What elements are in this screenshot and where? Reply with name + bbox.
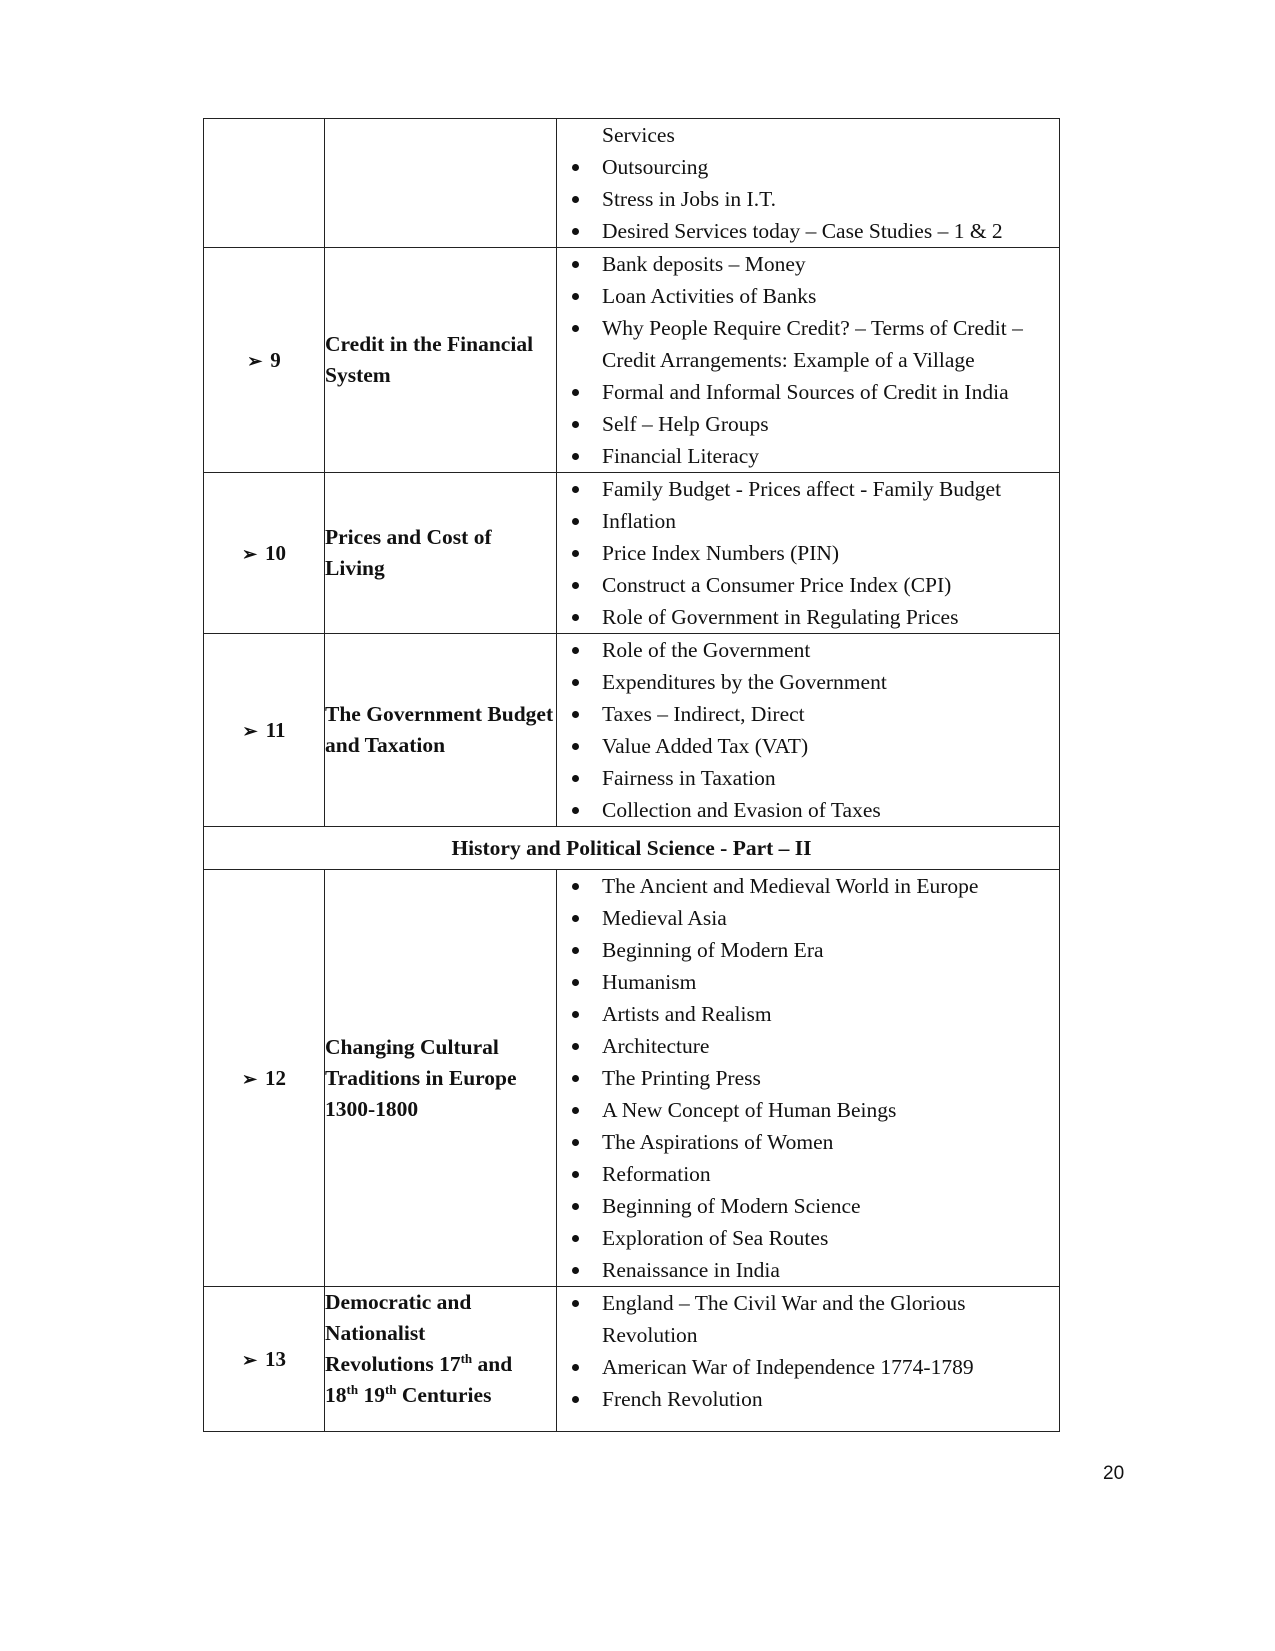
chapter-title: The Government Budget and Taxation (325, 634, 557, 827)
topic-list (557, 473, 1059, 633)
table-row (204, 870, 1060, 1287)
topic-item: Bank deposits – Money (557, 248, 1059, 280)
section-header: History and Political Science - Part – II (204, 827, 1060, 870)
topics-cell (557, 473, 1060, 634)
topics-cell (557, 248, 1060, 473)
chapter-number-cell (204, 870, 325, 1287)
topic-item: Reformation (557, 1158, 1059, 1190)
topic-item: Why People Require Credit? – Terms of Credit – Credit Arrangements: Example of a Village (557, 312, 1059, 376)
arrow-bullet-icon: ➢ (242, 720, 258, 741)
title-line: Revolutions 17 (325, 1352, 461, 1376)
topic-list (557, 248, 1059, 472)
topic-item: Fairness in Taxation (557, 762, 1059, 794)
title-line: and (472, 1352, 513, 1376)
topics-cell (557, 1287, 1060, 1432)
table-row (204, 119, 1060, 248)
arrow-bullet-icon: ➢ (241, 1068, 258, 1089)
topic-item: Loan Activities of Banks (557, 280, 1059, 312)
title-line: Nationalist (325, 1321, 426, 1345)
topic-item: Construct a Consumer Price Index (CPI) (557, 569, 1059, 601)
topic-item: Medieval Asia (557, 902, 1059, 934)
topic-item: Self – Help Groups (557, 408, 1059, 440)
topic-list (557, 119, 1059, 247)
chapter-number-cell (204, 473, 325, 634)
topic-item: Beginning of Modern Science (557, 1190, 1059, 1222)
topic-item: Outsourcing (557, 151, 1059, 183)
chapter-number: 13 (265, 1346, 287, 1371)
topic-item: The Printing Press (557, 1062, 1059, 1094)
superscript: th (460, 1350, 473, 1366)
topic-item: Expenditures by the Government (557, 666, 1059, 698)
chapter-title (325, 1287, 557, 1432)
table-row (204, 473, 1060, 634)
topic-item: England – The Civil War and the Glorious Revolution (557, 1287, 1059, 1351)
chapter-title (325, 119, 557, 248)
section-header-row (204, 827, 1060, 870)
chapter-title: Credit in the Financial System (325, 248, 557, 473)
chapter-number: 9 (270, 347, 281, 372)
topic-item: The Ancient and Medieval World in Europe (557, 870, 1059, 902)
topic-item: A New Concept of Human Beings (557, 1094, 1059, 1126)
chapter-number-cell (204, 248, 325, 473)
title-line: 18 (325, 1383, 347, 1407)
superscript: th (346, 1381, 359, 1397)
topics-cell (557, 634, 1060, 827)
topics-cell (557, 119, 1060, 248)
topic-list (557, 1287, 1059, 1415)
chapter-number-cell (204, 119, 325, 248)
topic-item: Renaissance in India (557, 1254, 1059, 1286)
topic-item: Architecture (557, 1030, 1059, 1062)
topic-item: Exploration of Sea Routes (557, 1222, 1059, 1254)
arrow-bullet-icon: ➢ (241, 1349, 258, 1370)
table-row (204, 1287, 1060, 1432)
chapter-title: Changing Cultural Traditions in Europe 1300-1800 (325, 870, 557, 1287)
table-row (204, 248, 1060, 473)
topic-item: Role of the Government (557, 634, 1059, 666)
chapter-number-cell (204, 634, 325, 827)
row-13-group (204, 1287, 1060, 1432)
arrow-bullet-icon: ➢ (247, 350, 263, 371)
chapter-title: Prices and Cost of Living (325, 473, 557, 634)
topic-item: Desired Services today – Case Studies – 1 & 2 (557, 215, 1059, 247)
topic-item: Collection and Evasion of Taxes (557, 794, 1059, 826)
topics-cell (557, 870, 1060, 1287)
topic-item: Taxes – Indirect, Direct (557, 698, 1059, 730)
section-header-group (204, 827, 1060, 870)
title-line: Democratic and (325, 1290, 472, 1314)
title-line: 19 (358, 1383, 385, 1407)
topic-item: French Revolution (557, 1383, 1059, 1415)
chapter-number: 10 (265, 540, 287, 565)
chapter-number: 11 (265, 717, 286, 742)
table-row (204, 634, 1060, 827)
topic-item: American War of Independence 1774-1789 (557, 1351, 1059, 1383)
chapter-number: 12 (265, 1065, 287, 1090)
topic-list (557, 634, 1059, 826)
topic-item: Artists and Realism (557, 998, 1059, 1030)
superscript: th (384, 1381, 397, 1397)
syllabus-rows-history (204, 870, 1060, 1287)
topic-item: Stress in Jobs in I.T. (557, 183, 1059, 215)
syllabus-rows-economics (204, 119, 1060, 827)
chapter-number-cell (204, 1287, 325, 1432)
syllabus-table (203, 118, 1060, 1432)
topic-item: Formal and Informal Sources of Credit in India (557, 376, 1059, 408)
topic-item: Humanism (557, 966, 1059, 998)
topic-item: Role of Government in Regulating Prices (557, 601, 1059, 633)
page-number: 20 (1103, 1463, 1125, 1484)
topic-item: Financial Literacy (557, 440, 1059, 472)
topic-item: Family Budget - Prices affect - Family Budget (557, 473, 1059, 505)
topic-item: Price Index Numbers (PIN) (557, 537, 1059, 569)
topic-item: Value Added Tax (VAT) (557, 730, 1059, 762)
topic-item: Services (602, 123, 675, 147)
topic-list (557, 870, 1059, 1286)
arrow-bullet-icon: ➢ (241, 543, 258, 564)
topic-item: Beginning of Modern Era (557, 934, 1059, 966)
title-line: Centuries (396, 1383, 492, 1407)
topic-item: Inflation (557, 505, 1059, 537)
topic-item: The Aspirations of Women (557, 1126, 1059, 1158)
